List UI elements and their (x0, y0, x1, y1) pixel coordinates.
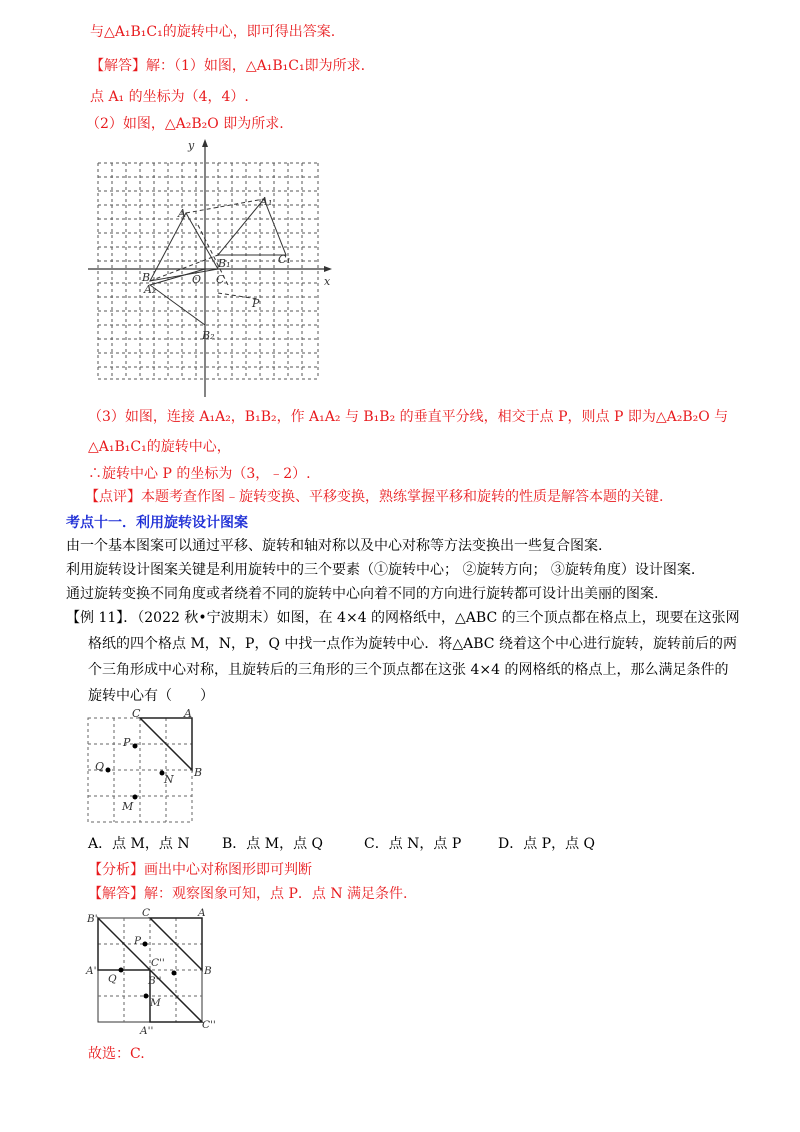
svg-text:B': B' (87, 913, 98, 925)
svg-text:M: M (122, 800, 134, 813)
svg-text:B: B (204, 965, 212, 977)
svg-text:A₁: A₁ (260, 195, 273, 208)
analysis-line: 【分析】画出中心对称图形即可判断 (88, 862, 312, 878)
svg-text:Q: Q (108, 973, 117, 985)
line-7: ∴旋转中心 P 的坐标为（3，﹣2）. (88, 466, 311, 482)
y-axis-label: y (188, 139, 195, 152)
svg-text:C'': C'' (151, 957, 165, 969)
svg-text:B'': B'' (148, 975, 162, 987)
svg-text:A': A' (86, 965, 97, 977)
svg-text:A: A (184, 707, 192, 720)
final-answer: 故选：C. (88, 1046, 145, 1062)
example-line-3: 个三角形成中心对称，且旋转后的三角形的三个顶点都在这张 4×4 的网格纸的格点上，那么满足条件的 (88, 662, 729, 678)
option-d: D．点 P，点 Q (498, 836, 596, 852)
svg-text:B: B (142, 271, 151, 284)
svg-text:C: C (216, 273, 225, 286)
x-axis-label: x (324, 275, 331, 288)
line-1: 与△A₁B₁C₁的旋转中心，即可得出答案. (90, 24, 336, 40)
solution-grid-figure (84, 904, 234, 1034)
paragraph-1: 由一个基本图案可以通过平移、旋转和轴对称以及中心对称等方法变换出一些复合图案. (66, 538, 603, 554)
line-8: 【点评】本题考查作图﹣旋转变换、平移变换，熟练掌握平移和旋转的性质是解答本题的关键. (85, 489, 664, 505)
svg-text:C: C (142, 907, 151, 919)
svg-text:A'': A'' (140, 1025, 154, 1034)
svg-text:Q: Q (95, 760, 105, 773)
line-2: 【解答】解：（1）如图，△A₁B₁C₁即为所求. (90, 58, 366, 74)
svg-text:M: M (150, 997, 161, 1009)
option-a: A．点 M，点 N (88, 836, 190, 852)
svg-text:A: A (178, 207, 186, 220)
line-6: △A₁B₁C₁的旋转中心， (88, 439, 231, 455)
svg-text:C: C (132, 707, 141, 720)
grid-figure-4x4 (80, 706, 210, 830)
svg-text:O: O (192, 273, 202, 286)
svg-text:B: B (194, 766, 203, 779)
svg-text:C'': C'' (202, 1019, 216, 1031)
example-line-1: 【例 11】．（2022 秋•宁波期末）如图，在 4×4 的网格纸中，△ABC 的三个顶点都在格点上，现要在这张网 (66, 610, 740, 626)
svg-text:P: P (134, 935, 142, 947)
paragraph-3: 通过旋转变换不同角度或者绕着不同的旋转中心向着不同的方向进行旋转都可设计出美丽的图案. (66, 586, 659, 602)
answer-line: 【解答】解：观察图象可知，点 P．点 N 满足条件. (88, 886, 408, 902)
svg-text:A: A (198, 907, 206, 919)
option-b: B．点 M，点 Q (222, 836, 324, 852)
example-line-2: 格纸的四个格点 M，N，P，Q 中找一点作为旋转中心．将△ABC 绕着这个中心进行旋转，旋转前后的两 (88, 636, 737, 652)
option-c: C．点 N，点 P (364, 836, 462, 852)
section-heading: 考点十一．利用旋转设计图案 (66, 515, 248, 531)
svg-text:B₂: B₂ (202, 329, 215, 342)
line-3: 点 A₁ 的坐标为（4，4）. (90, 89, 249, 105)
svg-text:P: P (123, 736, 131, 749)
svg-text:P: P (252, 297, 260, 310)
paragraph-2: 利用旋转设计图案关键是利用旋转中的三个要素（①旋转中心； ②旋转方向； ③旋转角度）设计图案. (66, 562, 696, 578)
svg-text:A₂: A₂ (144, 283, 157, 296)
coordinate-grid-figure (88, 135, 348, 400)
svg-text:N: N (164, 773, 174, 786)
line-5: （3）如图，连接 A₁A₂，B₁B₂，作 A₁A₂ 与 B₁B₂ 的垂直平分线，相交于点 P，则点 P 即为△A₂B₂O 与 (88, 409, 729, 425)
line-4: （2）如图，△A₂B₂O 即为所求. (86, 116, 284, 132)
example-line-4: 旋转中心有（ ） (88, 688, 214, 704)
svg-text:B₁: B₁ (218, 257, 231, 270)
svg-text:C₁: C₁ (278, 253, 291, 266)
